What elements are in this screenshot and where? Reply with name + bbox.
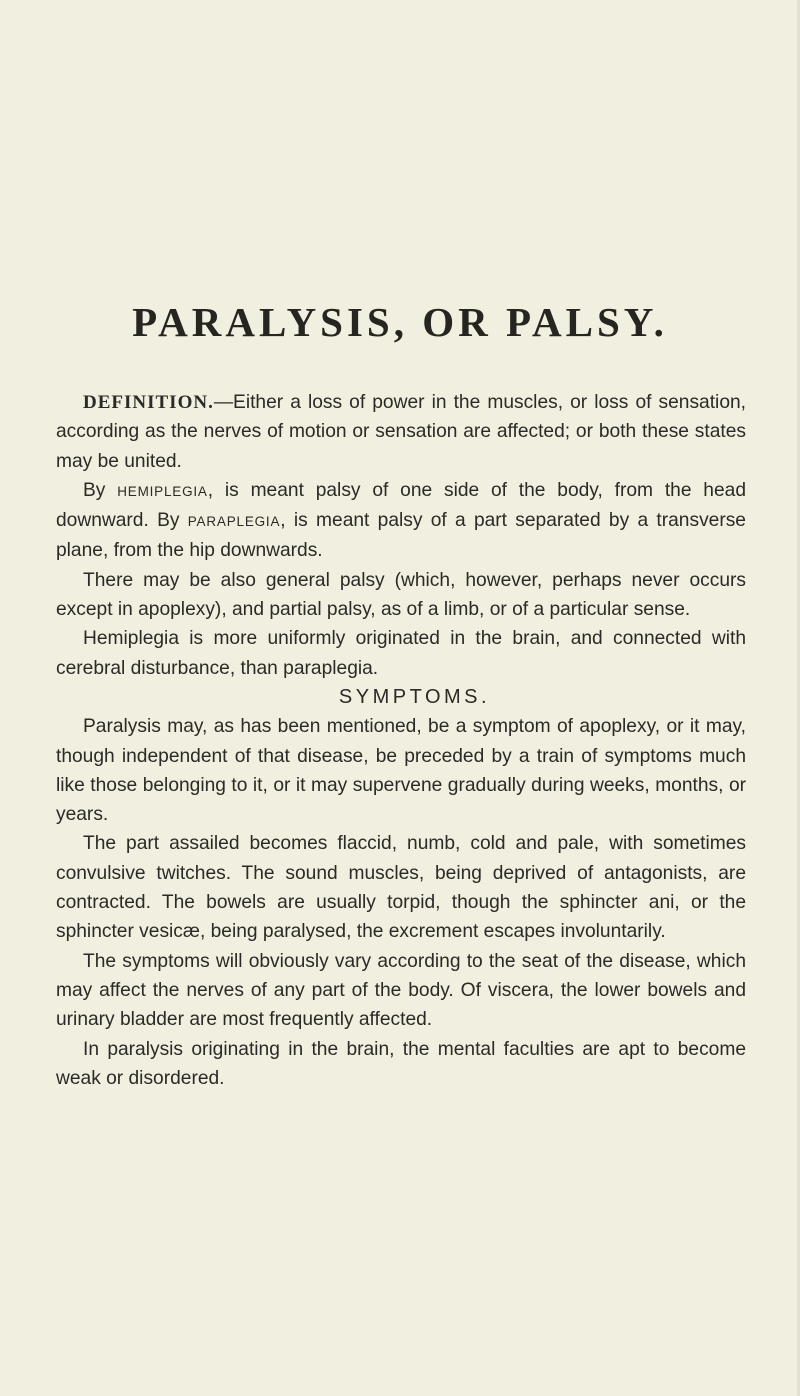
definition-heading: DEFINITION.	[83, 392, 214, 413]
paraplegia-term: PARAPLEGIA	[187, 514, 281, 530]
chapter-body	[56, 388, 746, 1093]
paraplegia-definition: , is meant palsy of a part separated by a transverse plane, from the hip downwards.	[56, 510, 746, 562]
general-palsy-paragraph: There may be also general palsy (which, however, perhaps never occurs except in apoplexy), and partial palsy, as of a limb, or of a particular sense.	[56, 569, 746, 621]
symptoms-heading: SYMPTOMS.	[338, 685, 491, 708]
symptoms-paragraph-3: The symptoms will obviously vary according to the seat of the disease, which may affect the nerves of any part of the body. Of viscera, the lower bowels and urinary bladder are most frequently affected.	[56, 950, 746, 1031]
hemiplegia-paragraph	[56, 476, 746, 566]
definition-text: —Either a loss of power in the muscles, or loss of sensation, according as the nerves of motion or sensation are affected; or both these states may be united.	[56, 392, 746, 472]
origin-paragraph: Hemiplegia is more uniformly originated in the brain, and connected with cerebral disturbance, than paraplegia.	[56, 628, 746, 679]
definition-paragraph	[56, 388, 746, 476]
hemiplegia-definition: , is meant palsy of one side of the body, from the head downward.	[56, 479, 746, 532]
hemiplegia-term: HEMIPLEGIA	[117, 483, 208, 499]
paraplegia-intro: By	[148, 510, 188, 532]
symptoms-paragraph-1: Paralysis may, as has been mentioned, be a symptom of apoplexy, or it may, though independent of that disease, be preceded by a train of symptoms much like those belonging to it, or it may supervene gradually during weeks, months, or years.	[56, 716, 746, 826]
symptoms-paragraph-2: The part assailed becomes flaccid, numb, cold and pale, with sometimes convulsive twitches. The sound muscles, being deprived of antagonists, are contracted. The bowels are usually torpid, though the sphincter ani, or the sphincter vesicæ, being paralysed, the excrement escapes involuntarily.	[56, 833, 746, 943]
chapter-title: PARALYSIS, OR PALSY.	[132, 299, 668, 345]
hemiplegia-intro: By	[83, 479, 118, 501]
symptoms-paragraph-4: In paralysis originating in the brain, the mental faculties are apt to become weak or disordered.	[56, 1038, 746, 1089]
